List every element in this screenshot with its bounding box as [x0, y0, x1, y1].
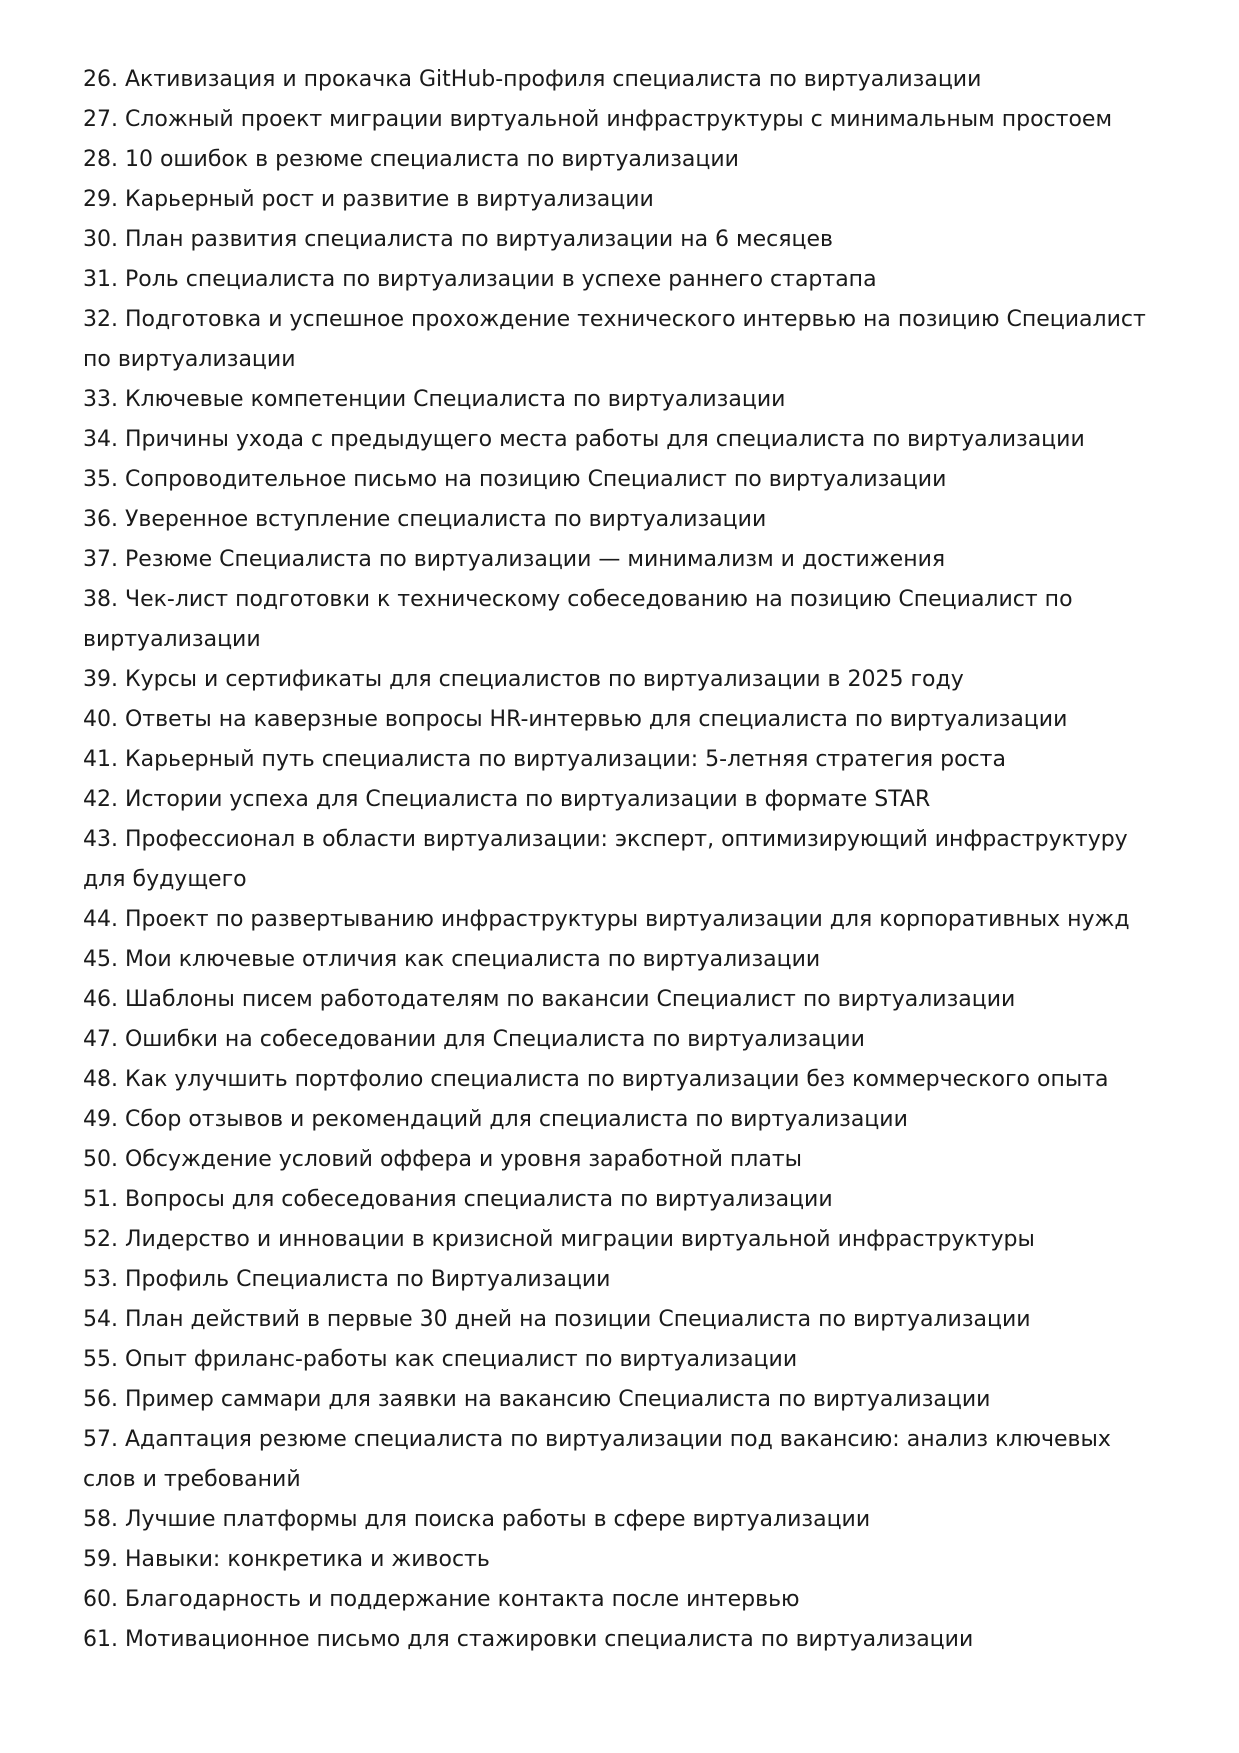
list-item: 53. Профиль Специалиста по Виртуализации — [83, 1267, 611, 1292]
list-item: 57. Адаптация резюме специалиста по виртуализации под вакансию: анализ ключевых слов и требований — [83, 1427, 1111, 1492]
list-item: 36. Уверенное вступление специалиста по виртуализации — [83, 507, 767, 532]
list-item: 30. План развития специалиста по виртуализации на 6 месяцев — [83, 227, 833, 252]
list-item: 40. Ответы на каверзные вопросы HR-интервью для специалиста по виртуализации — [83, 707, 1068, 732]
list-item: 42. Истории успеха для Специалиста по виртуализации в формате STAR — [83, 787, 931, 812]
list-item: 31. Роль специалиста по виртуализации в успехе раннего стартапа — [83, 267, 877, 292]
list-item: 29. Карьерный рост и развитие в виртуализации — [83, 187, 654, 212]
list-item: 56. Пример саммари для заявки на вакансию Специалиста по виртуализации — [83, 1387, 991, 1412]
list-item: 32. Подготовка и успешное прохождение технического интервью на позицию Специалист по виртуализации — [83, 307, 1146, 372]
list-item: 48. Как улучшить портфолио специалиста по виртуализации без коммерческого опыта — [83, 1067, 1109, 1092]
list-item: 41. Карьерный путь специалиста по виртуализации: 5-летняя стратегия роста — [83, 747, 1006, 772]
list-item: 58. Лучшие платформы для поиска работы в сфере виртуализации — [83, 1507, 871, 1532]
list-item: 61. Мотивационное письмо для стажировки специалиста по виртуализации — [83, 1627, 974, 1652]
list-item: 34. Причины ухода с предыдущего места работы для специалиста по виртуализации — [83, 427, 1085, 452]
list-item: 37. Резюме Специалиста по виртуализации — минимализм и достижения — [83, 547, 946, 572]
list-item: 35. Сопроводительное письмо на позицию Специалист по виртуализации — [83, 467, 947, 492]
list-item: 45. Мои ключевые отличия как специалиста по виртуализации — [83, 947, 821, 972]
list-item: 27. Сложный проект миграции виртуальной инфраструктуры с минимальным простоем — [83, 107, 1113, 132]
list-item: 52. Лидерство и инновации в кризисной миграции виртуальной инфраструктуры — [83, 1227, 1035, 1252]
list-item: 43. Профессионал в области виртуализации: эксперт, оптимизирующий инфраструктуру для будущего — [83, 827, 1128, 892]
list-item: 54. План действий в первые 30 дней на позиции Специалиста по виртуализации — [83, 1307, 1031, 1332]
document-page — [83, 60, 1163, 1660]
list-item: 49. Сбор отзывов и рекомендаций для специалиста по виртуализации — [83, 1107, 908, 1132]
list-item: 39. Курсы и сертификаты для специалистов по виртуализации в 2025 году — [83, 667, 964, 692]
list-item: 46. Шаблоны писем работодателям по вакансии Специалист по виртуализации — [83, 987, 1016, 1012]
list-item: 47. Ошибки на собеседовании для Специалиста по виртуализации — [83, 1027, 865, 1052]
list-item: 44. Проект по развертыванию инфраструктуры виртуализации для корпоративных нужд — [83, 907, 1130, 932]
list-item: 28. 10 ошибок в резюме специалиста по виртуализации — [83, 147, 739, 172]
list-item: 38. Чек-лист подготовки к техническому собеседованию на позицию Специалист по виртуализации — [83, 587, 1073, 652]
list-item: 50. Обсуждение условий оффера и уровня заработной платы — [83, 1147, 803, 1172]
list-item: 60. Благодарность и поддержание контакта после интервью — [83, 1587, 800, 1612]
list-item: 33. Ключевые компетенции Специалиста по виртуализации — [83, 387, 786, 412]
list-item: 55. Опыт фриланс-работы как специалист по виртуализации — [83, 1347, 798, 1372]
list-item: 26. Активизация и прокачка GitHub-профиля специалиста по виртуализации — [83, 67, 982, 92]
list-item: 59. Навыки: конкретика и живость — [83, 1547, 490, 1572]
list-item: 51. Вопросы для собеседования специалиста по виртуализации — [83, 1187, 833, 1212]
